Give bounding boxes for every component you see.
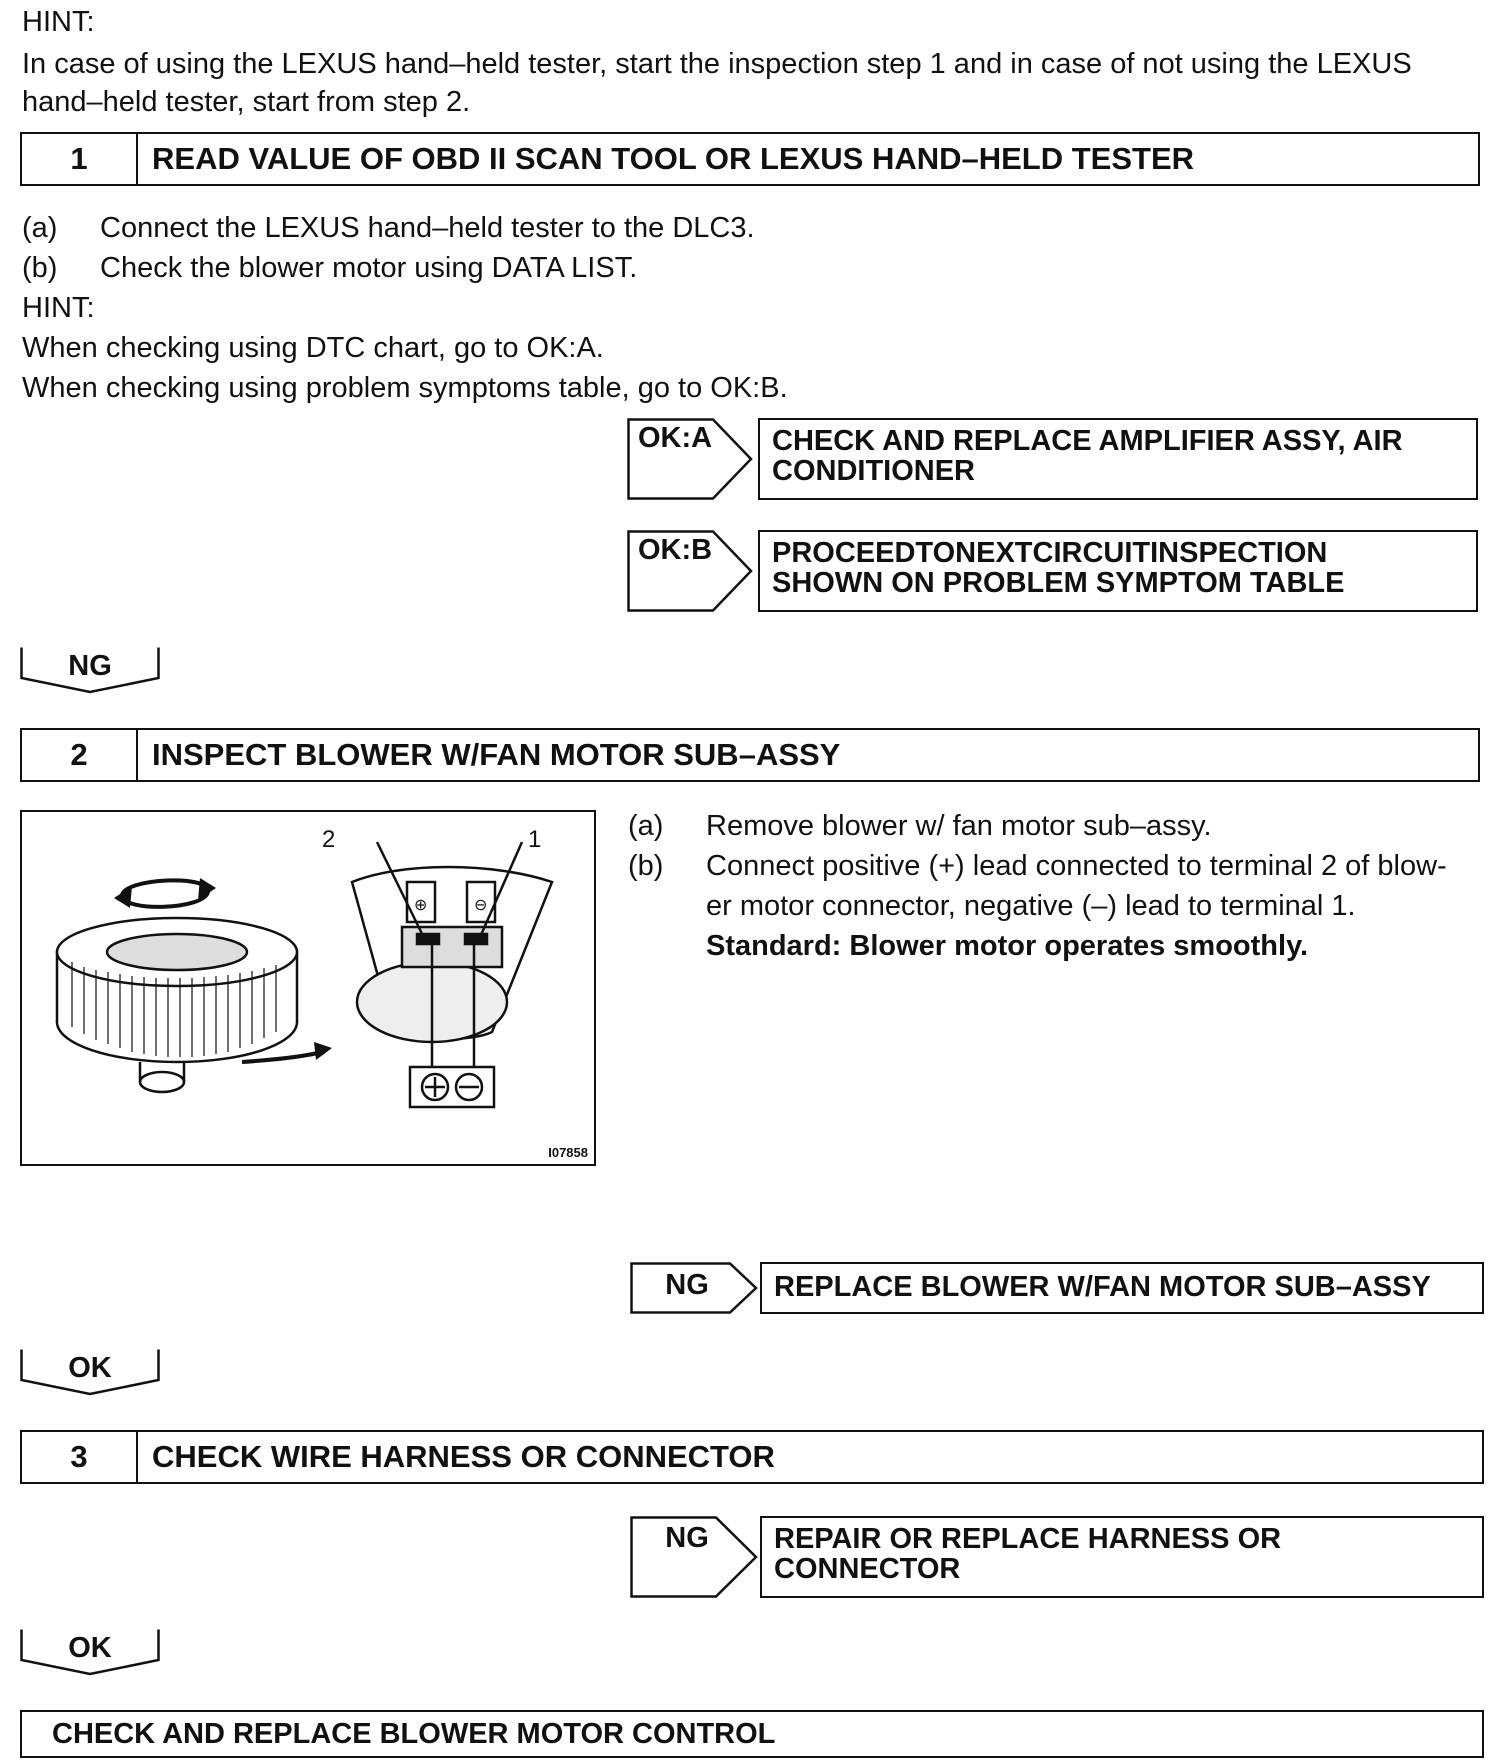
step-1-b-label: (b): [22, 252, 58, 284]
step-1-a-label: (a): [22, 212, 58, 244]
step-2-header: [20, 728, 1480, 782]
step-2-b-label: (b): [628, 850, 664, 882]
figure-id-label: I07858: [548, 1145, 588, 1160]
ok-a-result-line1: CHECK AND REPLACE AMPLIFIER ASSY, AIR: [772, 425, 1403, 457]
ok-a-tag-label: OK:A: [637, 422, 713, 454]
terminal-1-label: 1: [528, 826, 542, 853]
motor-connector-icon: [352, 842, 552, 1067]
step-3-w3: REPLACE: [941, 1523, 1080, 1555]
step-2-a-text: Remove blower w/ fan motor sub–assy.: [706, 810, 1212, 842]
step-2-b-text2: er motor connector, negative (–) lead to terminal 1.: [706, 890, 1356, 922]
step-3-ok-label: OK: [68, 1632, 112, 1664]
step-3-w4: HARNESS: [1087, 1523, 1230, 1555]
step-1-number: 1: [22, 134, 138, 184]
ok-a-result-line2: CONDITIONER: [772, 455, 975, 487]
step-2-number: 2: [22, 730, 138, 780]
final-action-box: [20, 1710, 1484, 1758]
step-2-ng-result-box: [760, 1262, 1484, 1314]
svg-text:⊖: ⊖: [474, 895, 488, 914]
step-2-standard: Standard: Blower motor operates smoothly.: [706, 930, 1309, 962]
step-3-ng-result-box: [760, 1516, 1484, 1598]
step-1-ng-label: NG: [68, 650, 112, 682]
intro-hint-line1: In case of using the LEXUS hand–held tester, start the inspection step 1 and in case of not using the LEXUS: [22, 48, 1412, 80]
step-1-b-text: Check the blower motor using DATA LIST.: [100, 252, 638, 284]
step-2-title: INSPECT BLOWER W/FAN MOTOR SUB–ASSY: [152, 737, 841, 772]
step-2-ok-label: OK: [68, 1352, 112, 1384]
ok-b-w5: INSPECTION: [1150, 537, 1328, 569]
ok-b-w2: TO: [915, 537, 956, 569]
blower-motor-illustration: [22, 812, 594, 1164]
step-3-ng-result-line1: [774, 1524, 1470, 1554]
terminal-2-label: 2: [322, 826, 336, 853]
step-3-w1: REPAIR: [774, 1523, 882, 1555]
ok-b-tag-label: OK:B: [637, 534, 713, 566]
fan-motor-icon: [57, 918, 297, 1092]
step-3-ng-label: NG: [665, 1522, 709, 1554]
intro-hint-label: HINT:: [22, 6, 95, 38]
ok-b-w1: PROCEED: [772, 537, 916, 569]
ok-b-result-line2: SHOWN ON PROBLEM SYMPTOM TABLE: [772, 567, 1345, 599]
step-3-w2: OR: [889, 1523, 933, 1555]
intro-hint-line2: hand–held tester, start from step 2.: [22, 86, 471, 118]
step-1-a-text: Connect the LEXUS hand–held tester to the DLC3.: [100, 212, 755, 244]
battery-icon: [410, 1067, 494, 1107]
step-1-hint-1: When checking using DTC chart, go to OK:A.: [22, 332, 604, 364]
ok-b-w4: CIRCUIT: [1032, 537, 1151, 569]
step-1-hint-label: HINT:: [22, 292, 95, 324]
step-2-b-text1: Connect positive (+) lead connected to terminal 2 of blow-: [706, 850, 1447, 882]
step-1-title: READ VALUE OF OBD II SCAN TOOL OR LEXUS HAND–HELD TESTER: [152, 141, 1195, 176]
step-1-header: [20, 132, 1480, 186]
rotation-arrow-icon: [114, 878, 216, 908]
ok-a-result-box: [758, 418, 1478, 500]
blower-motor-figure: [20, 810, 596, 1166]
step-3-ng-result-line2: CONNECTOR: [774, 1553, 961, 1585]
final-action-title: CHECK AND REPLACE BLOWER MOTOR CONTROL: [52, 1717, 776, 1750]
ok-b-result-box: [758, 530, 1478, 612]
ok-b-result-line1: [772, 538, 1464, 568]
step-3-w5: OR: [1237, 1523, 1282, 1555]
step-2-a-label: (a): [628, 810, 664, 842]
ok-b-w3: NEXT: [955, 537, 1033, 569]
step-2-ng-result: REPLACE BLOWER W/FAN MOTOR SUB–ASSY: [774, 1271, 1431, 1303]
svg-text:⊕: ⊕: [414, 895, 428, 914]
step-3-title: CHECK WIRE HARNESS OR CONNECTOR: [152, 1439, 775, 1474]
step-1-hint-2: When checking using problem symptoms table, go to OK:B.: [22, 372, 788, 404]
step-3-header: [20, 1430, 1484, 1484]
step-3-number: 3: [22, 1432, 138, 1482]
step-2-ng-label: NG: [665, 1269, 709, 1301]
